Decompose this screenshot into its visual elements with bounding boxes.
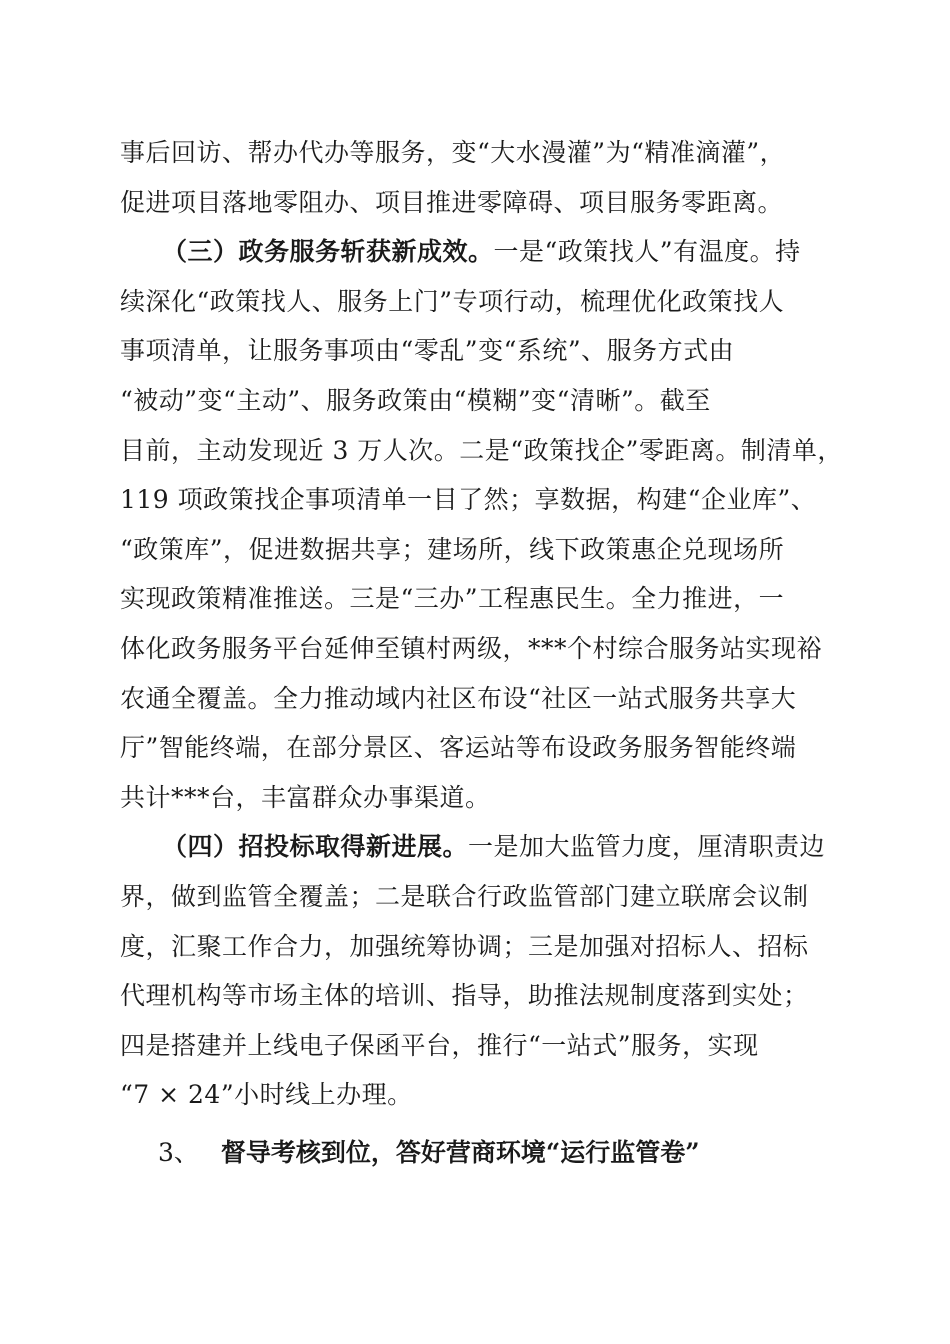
paragraph-line: 事项清单，让服务事项由“零乱”变“系统”、服务方式由 — [120, 336, 735, 366]
section-title: 督导考核到位，答好营商环境“运行监管卷” — [220, 1138, 700, 1167]
paragraph-line: “7 × 24”小时线上办理。 — [120, 1080, 413, 1110]
paragraph-line: 体化政务服务平台延伸至镇村两级，***个村综合服务站实现裕 — [120, 633, 823, 663]
paragraph-text: 一是加大监管力度，厘清职责边 — [468, 832, 826, 862]
paragraph-line: “被动”变“主动”、服务政策由“模糊”变“清晰”。截至 — [120, 385, 711, 415]
paragraph-line: 度，汇聚工作合力，加强统筹协调；三是加强对招标人、招标 — [120, 931, 809, 961]
paragraph-line: 厅”智能终端，在部分景区、客运站等布设政务服务智能终端 — [120, 733, 797, 763]
paragraph-first-line — [120, 227, 840, 277]
paragraph-line: 促进项目落地零阻办、项目推进零障碍、项目服务零距离。 — [120, 187, 784, 217]
paragraph-line: 代理机构等市场主体的培训、指导，助推法规制度落到实处； — [120, 981, 809, 1011]
paragraph-line: 界，做到监管全覆盖；二是联合行政监管部门建立联席会议制 — [120, 881, 809, 911]
section-number: 3、 — [158, 1138, 199, 1167]
paragraph-line: 共计***台，丰富群众办事渠道。 — [120, 782, 491, 812]
subsection-heading-4: （四）招投标取得新进展。 — [162, 832, 469, 862]
paragraph-line: 续深化“政策找人、服务上门”专项行动，梳理优化政策找人 — [120, 286, 785, 316]
paragraph-line: 事后回访、帮办代办等服务，变“大水漫灌”为“精准滴灌”， — [120, 138, 786, 167]
body-text — [120, 128, 843, 1120]
paragraph-text: 一是“政策找人”有温度。持 — [493, 237, 801, 267]
paragraph-line: 农通全覆盖。全力推动域内社区布设“社区一站式服务共享大 — [120, 683, 797, 713]
paragraph-first-line — [120, 822, 840, 872]
section-heading — [158, 1133, 700, 1173]
paragraph-line: 目前，主动发现近 3 万人次。二是“政策找企”零距离。制清单， — [120, 435, 843, 465]
paragraph-line: 实现政策精准推送。三是“三办”工程惠民生。全力推进，一 — [120, 584, 785, 614]
paragraph-line: 四是搭建并上线电子保函平台，推行“一站式”服务，实现 — [120, 1030, 759, 1060]
paragraph-line: “政策库”，促进数据共享；建场所，线下政策惠企兑现场所 — [120, 534, 785, 564]
subsection-heading-3: （三）政务服务斩获新成效。 — [162, 237, 494, 267]
paragraph-line: 119 项政策找企事项清单一目了然；享数据，构建“企业库”、 — [120, 485, 817, 515]
